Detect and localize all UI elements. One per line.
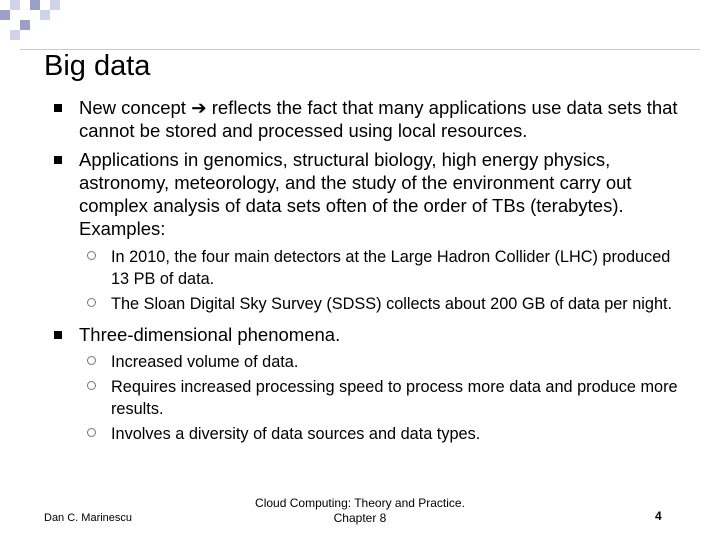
bullet-text: New concept ➔ reflects the fact that many applications use data sets that cannot be stored and processed using local resources. — [79, 97, 678, 141]
square-bullet-icon — [54, 104, 62, 112]
circle-bullet-icon — [87, 298, 96, 307]
bullet-text: Three-dimensional phenomena. — [79, 324, 341, 345]
footer-book — [240, 496, 480, 526]
bullet-text: Requires increased processing speed to process more data and produce more results. — [111, 378, 678, 418]
bullet-text: Involves a diversity of data sources and data types. — [111, 425, 481, 443]
footer-author: Dan C. Marinescu — [44, 512, 133, 524]
bullet-item — [50, 148, 690, 240]
circle-bullet-icon — [87, 428, 96, 437]
circle-bullet-icon — [87, 381, 96, 390]
square-bullet-icon — [54, 331, 62, 339]
bullet-item — [50, 323, 690, 346]
sub-bullet-item — [50, 293, 690, 315]
square-bullet-icon — [54, 156, 62, 164]
bullet-text: Increased volume of data. — [111, 353, 299, 371]
sub-bullet-item — [50, 246, 690, 290]
slide-title: Big data — [44, 50, 151, 82]
sub-bullet-item — [50, 351, 690, 373]
page-number: 4 — [655, 509, 662, 523]
bullet-text: In 2010, the four main detectors at the Large Hadron Collider (LHC) produced 13 PB of data. — [111, 248, 671, 288]
sub-bullet-item — [50, 423, 690, 445]
bullet-text: Applications in genomics, structural biology, high energy physics, astronomy, meteorology, and the study of the environment carry out complex analysis of data sets often of the order of TBs (terabytes). Examples: — [79, 149, 632, 239]
circle-bullet-icon — [87, 356, 96, 365]
bullet-list — [50, 96, 690, 445]
circle-bullet-icon — [87, 251, 96, 260]
bullet-item — [50, 96, 690, 142]
footer-chapter: Chapter 8 — [333, 511, 387, 525]
footer-book-title: Cloud Computing: Theory and Practice. — [255, 496, 465, 510]
bullet-text: The Sloan Digital Sky Survey (SDSS) collects about 200 GB of data per night. — [111, 295, 673, 313]
sub-bullet-item — [50, 376, 690, 420]
